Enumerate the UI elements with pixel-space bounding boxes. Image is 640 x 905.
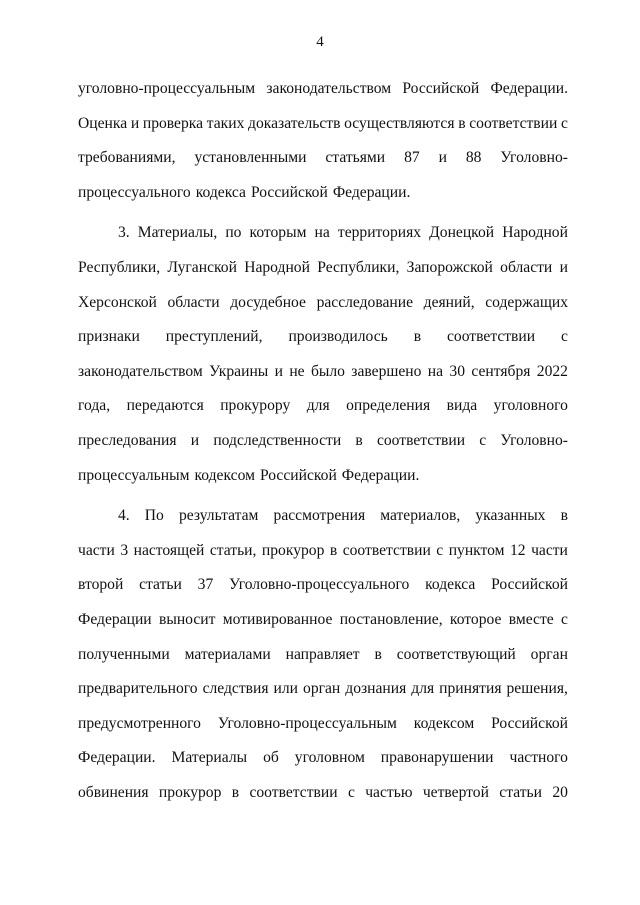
text-line: процессуального кодекса Российской Федерации. [78,183,411,201]
text-line: полученными материалами направляет в соответствующий орган [78,645,568,663]
paragraph [78,76,568,214]
text-line: уголовно-процессуальным законодательством Российской Федерации. [78,80,568,97]
text-line: 4. По результатам рассмотрения материалов, указанных в [118,507,568,525]
text-line: второй статьи 37 Уголовно-процессуального кодекса Российской [78,576,568,594]
paragraph [78,220,568,497]
text-line: предварительного следствия или орган дознания для принятия решения, [78,680,568,698]
text-line: процессуальным кодексом Российской Федерации. [78,466,420,484]
text-line: Оценка и проверка таких доказательств осуществляются в соответствии с [78,114,568,132]
text-line: части 3 настоящей статьи, прокурор в соответствии с пунктом 12 части [78,541,568,559]
text-line: Республики, Луганской Народной Республики, Запорожской области и [78,258,568,276]
text-line: Федерации. Материалы об уголовном правонарушении частного [78,749,568,767]
paragraph [78,503,568,814]
text-line: Федерации выносит мотивированное постановление, которое вместе с [78,610,568,628]
document-body [78,76,568,814]
text-line: предусмотренного Уголовно-процессуальным кодексом Российской [78,714,568,732]
text-line: требованиями, установленными статьями 87 и 88 Уголовно- [78,149,568,167]
text-line: Херсонской области досудебное расследование деяний, содержащих [78,293,568,311]
text-line: 3. Материалы, по которым на территориях Донецкой Народной [118,224,568,242]
text-line: обвинения прокурор в соответствии с частью четвертой статьи 20 [78,783,568,801]
text-line: года, передаются прокурору для определения вида уголовного [78,397,568,415]
text-line: преследования и подследственности в соответствии с Уголовно- [78,431,568,449]
text-line: признаки преступлений, производилось в соответствии с [78,328,568,346]
page-number: 4 [316,34,324,50]
text-line: законодательством Украины и не было завершено на 30 сентября 2022 [78,362,568,380]
